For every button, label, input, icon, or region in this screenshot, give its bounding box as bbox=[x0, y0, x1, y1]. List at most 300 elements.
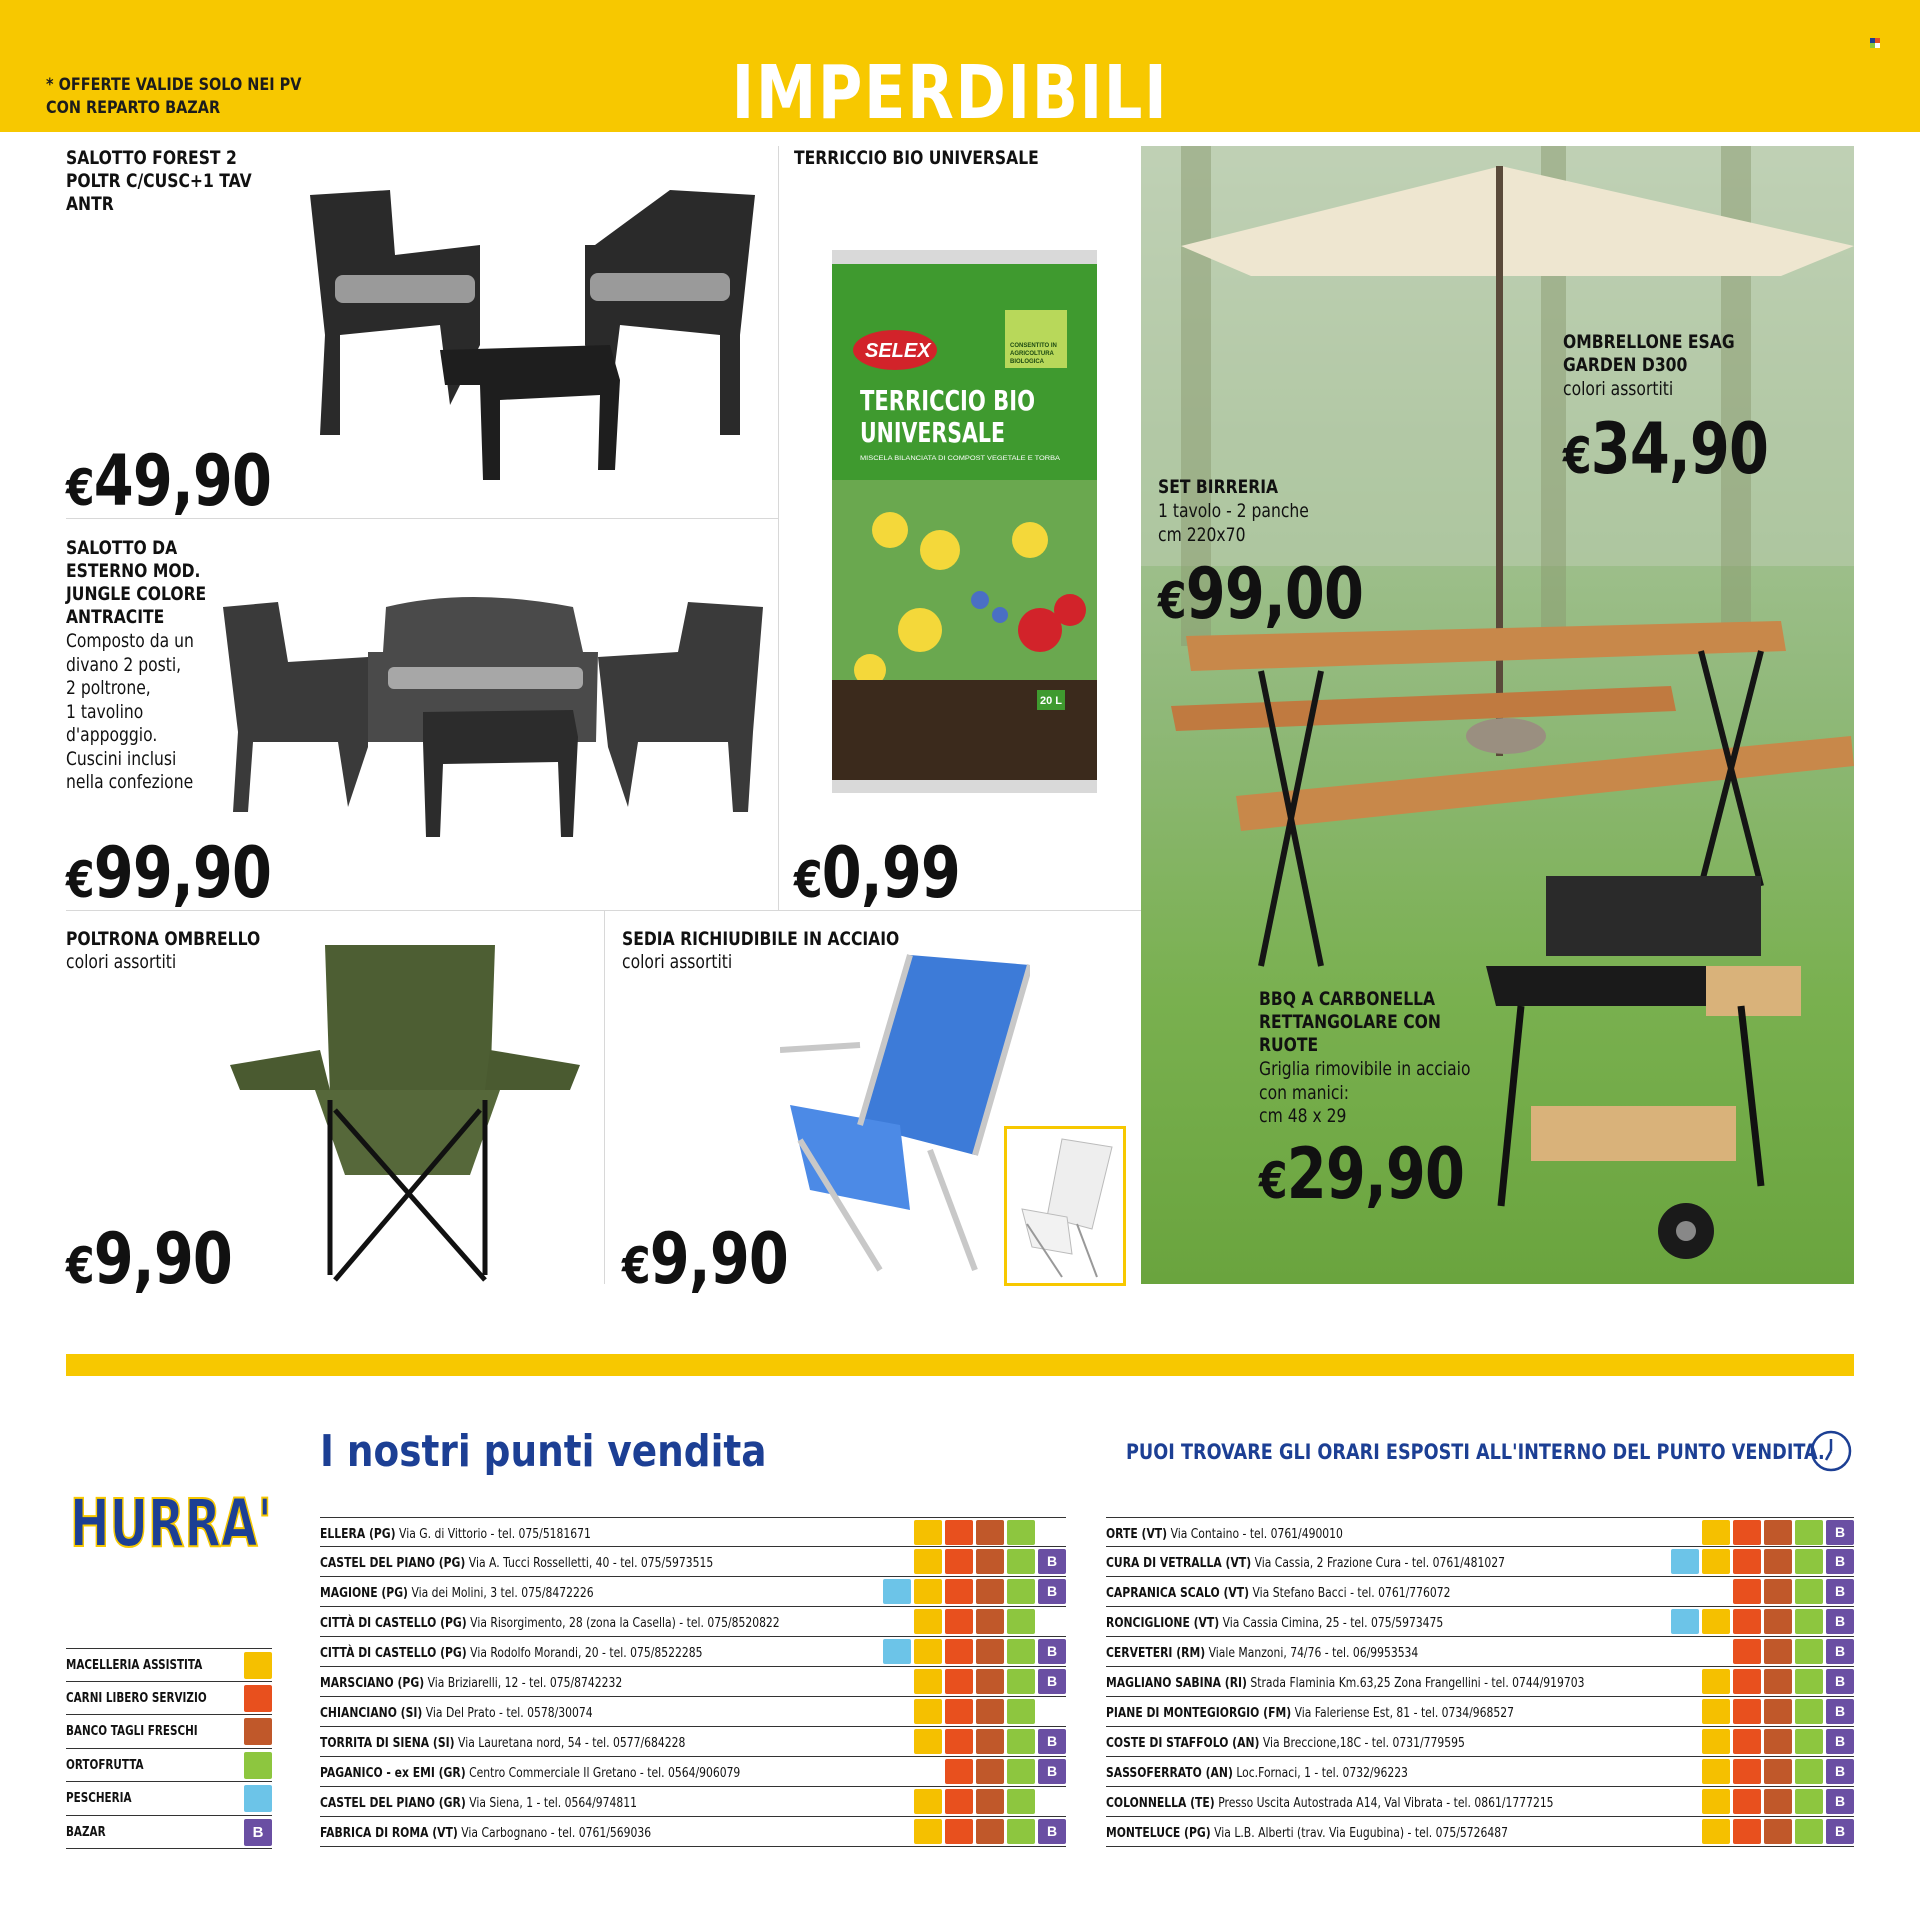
store-info bbox=[320, 1675, 622, 1691]
stores-list-right bbox=[1106, 1517, 1854, 1847]
currency-symbol: € bbox=[622, 1237, 650, 1295]
store-city: CASTEL DEL PIANO (GR) bbox=[320, 1795, 466, 1811]
chef-hat-icon bbox=[914, 1609, 942, 1634]
desc-line: 1 tavolino bbox=[66, 700, 144, 723]
chef-hat-icon bbox=[914, 1579, 942, 1604]
chef-hat-icon bbox=[1702, 1729, 1730, 1754]
store-info bbox=[1106, 1585, 1451, 1601]
store-info bbox=[320, 1765, 740, 1781]
bazar-icon: B bbox=[1826, 1699, 1854, 1724]
bag-title-line1: TERRICCIO BIO bbox=[860, 384, 1035, 417]
chili-icon bbox=[945, 1729, 973, 1754]
desc-line: cm 220x70 bbox=[1158, 523, 1246, 546]
bazar-icon: B bbox=[1038, 1729, 1066, 1754]
ham-icon bbox=[1764, 1759, 1792, 1784]
store-address: Via Risorgimento, 28 (zona la Casella) - tel. 075/8520822 bbox=[470, 1615, 780, 1631]
clock-icon bbox=[1810, 1430, 1852, 1472]
desc-line: divano 2 posti, bbox=[66, 653, 182, 676]
ham-icon bbox=[1764, 1669, 1792, 1694]
store-address: Viale Manzoni, 74/76 - tel. 06/9953534 bbox=[1208, 1645, 1419, 1661]
name-line: OMBRELLONE ESAG bbox=[1563, 331, 1735, 353]
store-row bbox=[320, 1727, 1066, 1757]
logo-text: HURRA' bbox=[70, 1485, 272, 1560]
divider-v1 bbox=[778, 146, 779, 910]
fish-icon bbox=[1671, 1549, 1699, 1574]
fruit-icon bbox=[1795, 1819, 1823, 1844]
chef-hat-icon bbox=[914, 1819, 942, 1844]
bazar-icon: B bbox=[1038, 1579, 1066, 1604]
store-row bbox=[320, 1787, 1066, 1817]
store-info bbox=[1106, 1645, 1418, 1661]
store-row bbox=[1106, 1607, 1854, 1637]
name-line: RETTANGOLARE CON bbox=[1259, 1011, 1441, 1033]
chili-icon bbox=[1733, 1669, 1761, 1694]
store-info bbox=[320, 1555, 713, 1571]
chef-hat-icon bbox=[1702, 1520, 1730, 1545]
chili-icon bbox=[945, 1639, 973, 1664]
legend-row bbox=[66, 1782, 272, 1816]
currency-symbol: € bbox=[794, 851, 822, 909]
bazar-icon: B bbox=[1826, 1549, 1854, 1574]
price-label bbox=[66, 1218, 232, 1300]
name-line: BBQ A CARBONELLA bbox=[1259, 988, 1436, 1010]
fish-icon bbox=[883, 1579, 911, 1604]
legend-row bbox=[66, 1749, 272, 1783]
ham-icon bbox=[1764, 1549, 1792, 1574]
fruit-icon bbox=[1795, 1639, 1823, 1664]
chili-icon bbox=[945, 1609, 973, 1634]
fruit-icon bbox=[1007, 1609, 1035, 1634]
desc-line: cm 48 x 29 bbox=[1259, 1105, 1347, 1127]
ham-icon bbox=[1764, 1699, 1792, 1724]
fruit-icon bbox=[1007, 1759, 1035, 1784]
product-description bbox=[1259, 1058, 1471, 1129]
bag-badge-line3: BIOLOGICA bbox=[1010, 359, 1044, 365]
store-info bbox=[1106, 1825, 1508, 1841]
price-label bbox=[66, 832, 271, 914]
store-info bbox=[320, 1795, 637, 1811]
offer-note-line2: CON REPARTO BAZAR bbox=[46, 98, 221, 118]
store-address: Via Lauretana nord, 54 - tel. 0577/684228 bbox=[458, 1735, 686, 1751]
rattan-set-image bbox=[300, 185, 770, 485]
chili-icon bbox=[945, 1759, 973, 1784]
store-city: CITTÀ DI CASTELLO (PG) bbox=[320, 1615, 467, 1631]
bazar-icon: B bbox=[1826, 1669, 1854, 1694]
fruit-icon bbox=[1007, 1579, 1035, 1604]
price-label bbox=[1259, 1133, 1464, 1215]
chili-icon bbox=[1733, 1549, 1761, 1574]
chef-hat-icon bbox=[914, 1669, 942, 1694]
store-address: Via Cassia, 2 Frazione Cura - tel. 0761/481027 bbox=[1254, 1555, 1505, 1571]
chili-icon bbox=[1733, 1699, 1761, 1724]
store-row bbox=[320, 1577, 1066, 1607]
bag-subtitle: MISCELA BILANCIATA DI COMPOST VEGETALE E TORBA bbox=[860, 456, 1060, 462]
ham-icon bbox=[976, 1759, 1004, 1784]
garden-scene-image bbox=[1141, 146, 1854, 1284]
name-line: ANTR bbox=[66, 193, 114, 215]
price-label bbox=[1158, 553, 1363, 635]
store-row bbox=[320, 1607, 1066, 1637]
store-address: Via dei Molini, 3 tel. 075/8472226 bbox=[411, 1585, 594, 1601]
store-row bbox=[320, 1817, 1066, 1847]
chili-icon bbox=[1733, 1579, 1761, 1604]
product-name bbox=[66, 537, 206, 629]
name-line: JUNGLE COLORE bbox=[66, 583, 207, 605]
section-divider-bar bbox=[66, 1354, 1854, 1376]
fruit-icon bbox=[1007, 1729, 1035, 1754]
stores-list-left bbox=[320, 1517, 1066, 1847]
product-name: SET BIRRERIA bbox=[1158, 476, 1279, 498]
services-legend bbox=[66, 1648, 272, 1849]
store-address: Via Cassia Cimina, 25 - tel. 075/5973475 bbox=[1222, 1615, 1444, 1631]
chili-icon bbox=[1733, 1819, 1761, 1844]
desc-line: con manici: bbox=[1259, 1081, 1350, 1104]
price-value: 0,99 bbox=[821, 832, 961, 914]
camping-chair-image bbox=[225, 940, 585, 1285]
desc-line: Composto da un bbox=[66, 630, 194, 652]
legend-row bbox=[66, 1682, 272, 1716]
header-banner bbox=[0, 0, 1920, 136]
chef-hat-icon bbox=[1702, 1669, 1730, 1694]
chef-hat-icon bbox=[914, 1729, 942, 1754]
store-row bbox=[1106, 1667, 1854, 1697]
store-row bbox=[1106, 1727, 1854, 1757]
bag-brand-text: SELEX bbox=[865, 340, 931, 362]
hurra-logo bbox=[66, 1474, 276, 1560]
product-description bbox=[66, 630, 194, 795]
name-line: SALOTTO FOREST 2 bbox=[66, 147, 237, 169]
store-info bbox=[320, 1735, 685, 1751]
ham-icon bbox=[976, 1819, 1004, 1844]
chili-icon bbox=[945, 1520, 973, 1545]
price-label bbox=[794, 832, 960, 914]
chef-hat-icon bbox=[1702, 1819, 1730, 1844]
store-address: Presso Uscita Autostrada A14, Val Vibrata - tel. 0861/1777215 bbox=[1218, 1795, 1554, 1811]
store-city: ELLERA (PG) bbox=[320, 1526, 396, 1542]
currency-symbol: € bbox=[66, 459, 94, 517]
currency-symbol: € bbox=[66, 1237, 94, 1295]
legend-label: PESCHERIA bbox=[66, 1791, 132, 1806]
fruit-icon bbox=[1795, 1729, 1823, 1754]
store-address: Via L.B. Alberti (trav. Via Eugubina) - tel. 075/5726487 bbox=[1214, 1825, 1508, 1841]
store-address: Centro Commerciale Il Gretano - tel. 0564/906079 bbox=[469, 1765, 741, 1781]
store-city: FABRICA DI ROMA (VT) bbox=[320, 1825, 458, 1841]
fruit-icon bbox=[1795, 1549, 1823, 1574]
product-description bbox=[1158, 500, 1309, 547]
currency-symbol: € bbox=[1259, 1152, 1287, 1210]
chili-icon bbox=[244, 1685, 272, 1712]
bazar-icon: B bbox=[1826, 1759, 1854, 1784]
ham-icon bbox=[976, 1669, 1004, 1694]
legend-row bbox=[66, 1715, 272, 1749]
bazar-icon: B bbox=[1038, 1669, 1066, 1694]
chili-icon bbox=[1733, 1729, 1761, 1754]
price-label bbox=[66, 440, 271, 522]
fish-icon bbox=[883, 1639, 911, 1664]
desc-line: nella confezione bbox=[66, 771, 194, 793]
name-line: RUOTE bbox=[1259, 1034, 1319, 1056]
chef-hat-icon bbox=[1702, 1699, 1730, 1724]
chef-hat-icon bbox=[244, 1652, 272, 1679]
store-row bbox=[1106, 1637, 1854, 1667]
store-city: CURA DI VETRALLA (VT) bbox=[1106, 1555, 1252, 1571]
chili-icon bbox=[945, 1549, 973, 1574]
opening-hours-note: PUOI TROVARE GLI ORARI ESPOSTI ALL'INTERNO DEL PUNTO VENDITA. bbox=[1126, 1440, 1825, 1464]
chili-icon bbox=[1733, 1789, 1761, 1814]
fruit-icon bbox=[1007, 1549, 1035, 1574]
bazar-icon: B bbox=[1038, 1759, 1066, 1784]
legend-label: MACELLERIA ASSISTITA bbox=[66, 1658, 203, 1673]
legend-row bbox=[66, 1648, 272, 1682]
chef-hat-icon bbox=[1702, 1549, 1730, 1574]
garden-photo-panel bbox=[1141, 146, 1854, 1284]
store-row bbox=[1106, 1697, 1854, 1727]
bazar-icon: B bbox=[1038, 1549, 1066, 1574]
bazar-icon: B bbox=[1826, 1520, 1854, 1545]
fruit-icon bbox=[1795, 1520, 1823, 1545]
fruit-icon bbox=[1007, 1520, 1035, 1545]
bag-volume-text: 20 L bbox=[1040, 695, 1063, 707]
ham-icon bbox=[976, 1579, 1004, 1604]
store-info bbox=[1106, 1555, 1505, 1571]
store-city: MAGLIANO SABINA (RI) bbox=[1106, 1675, 1247, 1691]
legend-label: CARNI LIBERO SERVIZIO bbox=[66, 1690, 207, 1706]
bag-title-line2: UNIVERSALE bbox=[860, 416, 1005, 449]
ham-icon bbox=[1764, 1819, 1792, 1844]
store-row bbox=[320, 1757, 1066, 1787]
store-address: Via Stefano Bacci - tel. 0761/776072 bbox=[1252, 1585, 1451, 1601]
chili-icon bbox=[945, 1669, 973, 1694]
store-row bbox=[320, 1667, 1066, 1697]
chef-hat-icon bbox=[1702, 1789, 1730, 1814]
store-row bbox=[320, 1697, 1066, 1727]
ham-icon bbox=[244, 1718, 272, 1745]
store-info bbox=[1106, 1675, 1585, 1691]
price-label bbox=[622, 1218, 788, 1300]
brand-mark-icon bbox=[1870, 38, 1880, 48]
bag-badge-line1: CONSENTITO IN bbox=[1010, 343, 1057, 349]
price-value: 34,90 bbox=[1590, 408, 1769, 490]
bazar-icon: B bbox=[1826, 1729, 1854, 1754]
bag-badge-line2: AGRICOLTURA bbox=[1010, 351, 1054, 357]
store-city: CITTÀ DI CASTELLO (PG) bbox=[320, 1645, 467, 1661]
price-value: 9,90 bbox=[649, 1218, 789, 1300]
ham-icon bbox=[976, 1789, 1004, 1814]
store-city: MARSCIANO (PG) bbox=[320, 1675, 425, 1691]
store-city: TORRITA DI SIENA (SI) bbox=[320, 1735, 455, 1751]
currency-symbol: € bbox=[1563, 427, 1591, 485]
fruit-icon bbox=[1795, 1789, 1823, 1814]
product-description: colori assortiti bbox=[622, 951, 733, 973]
fruit-icon bbox=[1795, 1669, 1823, 1694]
store-info bbox=[320, 1825, 651, 1841]
product-description: colori assortiti bbox=[66, 951, 177, 973]
legend-label: BAZAR bbox=[66, 1824, 106, 1840]
stores-title: I nostri punti vendita bbox=[320, 1426, 767, 1477]
product-name: POLTRONA OMBRELLO bbox=[66, 928, 261, 950]
store-city: CHIANCIANO (SI) bbox=[320, 1705, 423, 1721]
ham-icon bbox=[1764, 1579, 1792, 1604]
store-info bbox=[1106, 1615, 1443, 1631]
ham-icon bbox=[1764, 1609, 1792, 1634]
product-name bbox=[1563, 331, 1735, 377]
product-name bbox=[66, 147, 252, 216]
white-chair-image bbox=[1007, 1129, 1123, 1283]
store-address: Via Siena, 1 - tel. 0564/974811 bbox=[469, 1795, 637, 1811]
product-description: colori assortiti bbox=[1563, 378, 1674, 400]
store-address: Via Briziarelli, 12 - tel. 075/8742232 bbox=[427, 1675, 623, 1691]
store-info bbox=[1106, 1795, 1554, 1811]
fruit-icon bbox=[1795, 1699, 1823, 1724]
store-row bbox=[1106, 1817, 1854, 1847]
store-address: Strada Flaminia Km.63,25 Zona Frangellini - tel. 0744/919703 bbox=[1250, 1675, 1585, 1691]
desc-line: 1 tavolo - 2 panche bbox=[1158, 500, 1309, 522]
bazar-icon: B bbox=[244, 1819, 272, 1846]
name-line: ANTRACITE bbox=[66, 606, 165, 628]
name-line: POLTR C/CUSC+1 TAV bbox=[66, 170, 252, 192]
store-city: CAPRANICA SCALO (VT) bbox=[1106, 1585, 1250, 1601]
divider-v2 bbox=[604, 910, 605, 1284]
price-label bbox=[1563, 408, 1768, 490]
ham-icon bbox=[976, 1699, 1004, 1724]
store-city: MONTELUCE (PG) bbox=[1106, 1825, 1211, 1841]
white-variant-frame bbox=[1004, 1126, 1126, 1286]
price-value: 9,90 bbox=[93, 1218, 233, 1300]
fruit-icon bbox=[1007, 1819, 1035, 1844]
chef-hat-icon bbox=[914, 1789, 942, 1814]
ham-icon bbox=[1764, 1729, 1792, 1754]
store-address: Via A. Tucci Rosselletti, 40 - tel. 075/5973515 bbox=[468, 1555, 714, 1571]
bazar-icon: B bbox=[1038, 1639, 1066, 1664]
desc-line: Griglia rimovibile in acciaio bbox=[1259, 1058, 1471, 1080]
fruit-icon bbox=[1007, 1699, 1035, 1724]
chef-hat-icon bbox=[1702, 1759, 1730, 1784]
store-city: SASSOFERRATO (AN) bbox=[1106, 1765, 1233, 1781]
store-info bbox=[1106, 1526, 1343, 1542]
fruit-icon bbox=[244, 1752, 272, 1779]
store-city: COLONNELLA (TE) bbox=[1106, 1795, 1215, 1811]
store-city: RONCIGLIONE (VT) bbox=[1106, 1615, 1220, 1631]
chef-hat-icon bbox=[914, 1639, 942, 1664]
chef-hat-icon bbox=[914, 1699, 942, 1724]
name-line: ESTERNO MOD. bbox=[66, 560, 201, 582]
offer-note-line1: * OFFERTE VALIDE SOLO NEI PV bbox=[46, 75, 302, 95]
currency-symbol: € bbox=[1158, 572, 1186, 630]
legend-label: ORTOFRUTTA bbox=[66, 1757, 144, 1773]
ham-icon bbox=[1764, 1520, 1792, 1545]
product-name bbox=[1259, 988, 1441, 1057]
fruit-icon bbox=[1795, 1609, 1823, 1634]
store-address: Loc.Fornaci, 1 - tel. 0732/96223 bbox=[1236, 1765, 1408, 1781]
chili-icon bbox=[945, 1579, 973, 1604]
store-city: PAGANICO - ex EMI (GR) bbox=[320, 1765, 466, 1781]
chili-icon bbox=[945, 1789, 973, 1814]
ham-icon bbox=[976, 1639, 1004, 1664]
store-address: Via Carbognano - tel. 0761/569036 bbox=[461, 1825, 652, 1841]
store-info bbox=[320, 1645, 702, 1661]
store-info bbox=[1106, 1765, 1408, 1781]
chef-hat-icon bbox=[914, 1549, 942, 1574]
fish-icon bbox=[244, 1785, 272, 1812]
store-row bbox=[320, 1547, 1066, 1577]
chili-icon bbox=[1733, 1639, 1761, 1664]
ham-icon bbox=[976, 1609, 1004, 1634]
ham-icon bbox=[976, 1520, 1004, 1545]
store-city: CASTEL DEL PIANO (PG) bbox=[320, 1555, 466, 1571]
page-title: IMPERDIBILI bbox=[731, 50, 1169, 136]
ham-icon bbox=[976, 1549, 1004, 1574]
legend-row bbox=[66, 1816, 272, 1850]
store-city: MAGIONE (PG) bbox=[320, 1585, 408, 1601]
chef-hat-icon bbox=[1702, 1609, 1730, 1634]
product-name: TERRICCIO BIO UNIVERSALE bbox=[794, 147, 1039, 169]
store-row bbox=[320, 1517, 1066, 1547]
fruit-icon bbox=[1795, 1579, 1823, 1604]
store-city: ORTE (VT) bbox=[1106, 1526, 1168, 1542]
store-address: Via Faleriense Est, 81 - tel. 0734/968527 bbox=[1294, 1705, 1515, 1721]
name-line: SALOTTO DA bbox=[66, 537, 178, 559]
legend-label: BANCO TAGLI FRESCHI bbox=[66, 1724, 198, 1739]
chili-icon bbox=[1733, 1609, 1761, 1634]
chef-hat-icon bbox=[914, 1520, 942, 1545]
folding-chair-image bbox=[780, 950, 1030, 1280]
fish-icon bbox=[1671, 1609, 1699, 1634]
fruit-icon bbox=[1795, 1759, 1823, 1784]
store-info bbox=[320, 1705, 593, 1721]
price-value: 49,90 bbox=[93, 440, 272, 522]
desc-line: 2 poltrone, bbox=[66, 677, 151, 699]
chili-icon bbox=[1733, 1759, 1761, 1784]
store-city: COSTE DI STAFFOLO (AN) bbox=[1106, 1735, 1260, 1751]
price-value: 29,90 bbox=[1286, 1133, 1465, 1215]
store-row bbox=[1106, 1547, 1854, 1577]
store-info bbox=[320, 1526, 591, 1542]
product-name: SEDIA RICHIUDIBILE IN ACCIAIO bbox=[622, 928, 900, 950]
store-address: Via G. di Vittorio - tel. 075/5181671 bbox=[399, 1526, 591, 1542]
desc-line: Cuscini inclusi bbox=[66, 747, 177, 770]
ham-icon bbox=[1764, 1789, 1792, 1814]
store-address: Via Rodolfo Morandi, 20 - tel. 075/8522285 bbox=[470, 1645, 703, 1661]
currency-symbol: € bbox=[66, 851, 94, 909]
chili-icon bbox=[945, 1819, 973, 1844]
store-info bbox=[1106, 1735, 1465, 1751]
store-row bbox=[1106, 1787, 1854, 1817]
fruit-icon bbox=[1007, 1639, 1035, 1664]
chili-icon bbox=[945, 1699, 973, 1724]
bazar-icon: B bbox=[1826, 1639, 1854, 1664]
store-address: Via Containo - tel. 0761/490010 bbox=[1170, 1526, 1343, 1542]
price-value: 99,00 bbox=[1185, 553, 1364, 635]
bazar-icon: B bbox=[1826, 1819, 1854, 1844]
ham-icon bbox=[1764, 1639, 1792, 1664]
store-address: Via Breccione,18C - tel. 0731/779595 bbox=[1262, 1735, 1465, 1751]
bazar-icon: B bbox=[1826, 1789, 1854, 1814]
name-line: GARDEN D300 bbox=[1563, 354, 1688, 376]
jungle-set-image bbox=[218, 592, 768, 842]
store-address: Via Del Prato - tel. 0578/30074 bbox=[425, 1705, 593, 1721]
fruit-icon bbox=[1007, 1789, 1035, 1814]
bazar-icon: B bbox=[1038, 1819, 1066, 1844]
store-row bbox=[1106, 1517, 1854, 1547]
bazar-icon: B bbox=[1826, 1609, 1854, 1634]
bazar-icon: B bbox=[1826, 1579, 1854, 1604]
store-info bbox=[320, 1585, 594, 1601]
chili-icon bbox=[1733, 1520, 1761, 1545]
ham-icon bbox=[976, 1729, 1004, 1754]
store-row bbox=[1106, 1577, 1854, 1607]
store-row bbox=[320, 1637, 1066, 1667]
store-city: CERVETERI (RM) bbox=[1106, 1645, 1206, 1661]
